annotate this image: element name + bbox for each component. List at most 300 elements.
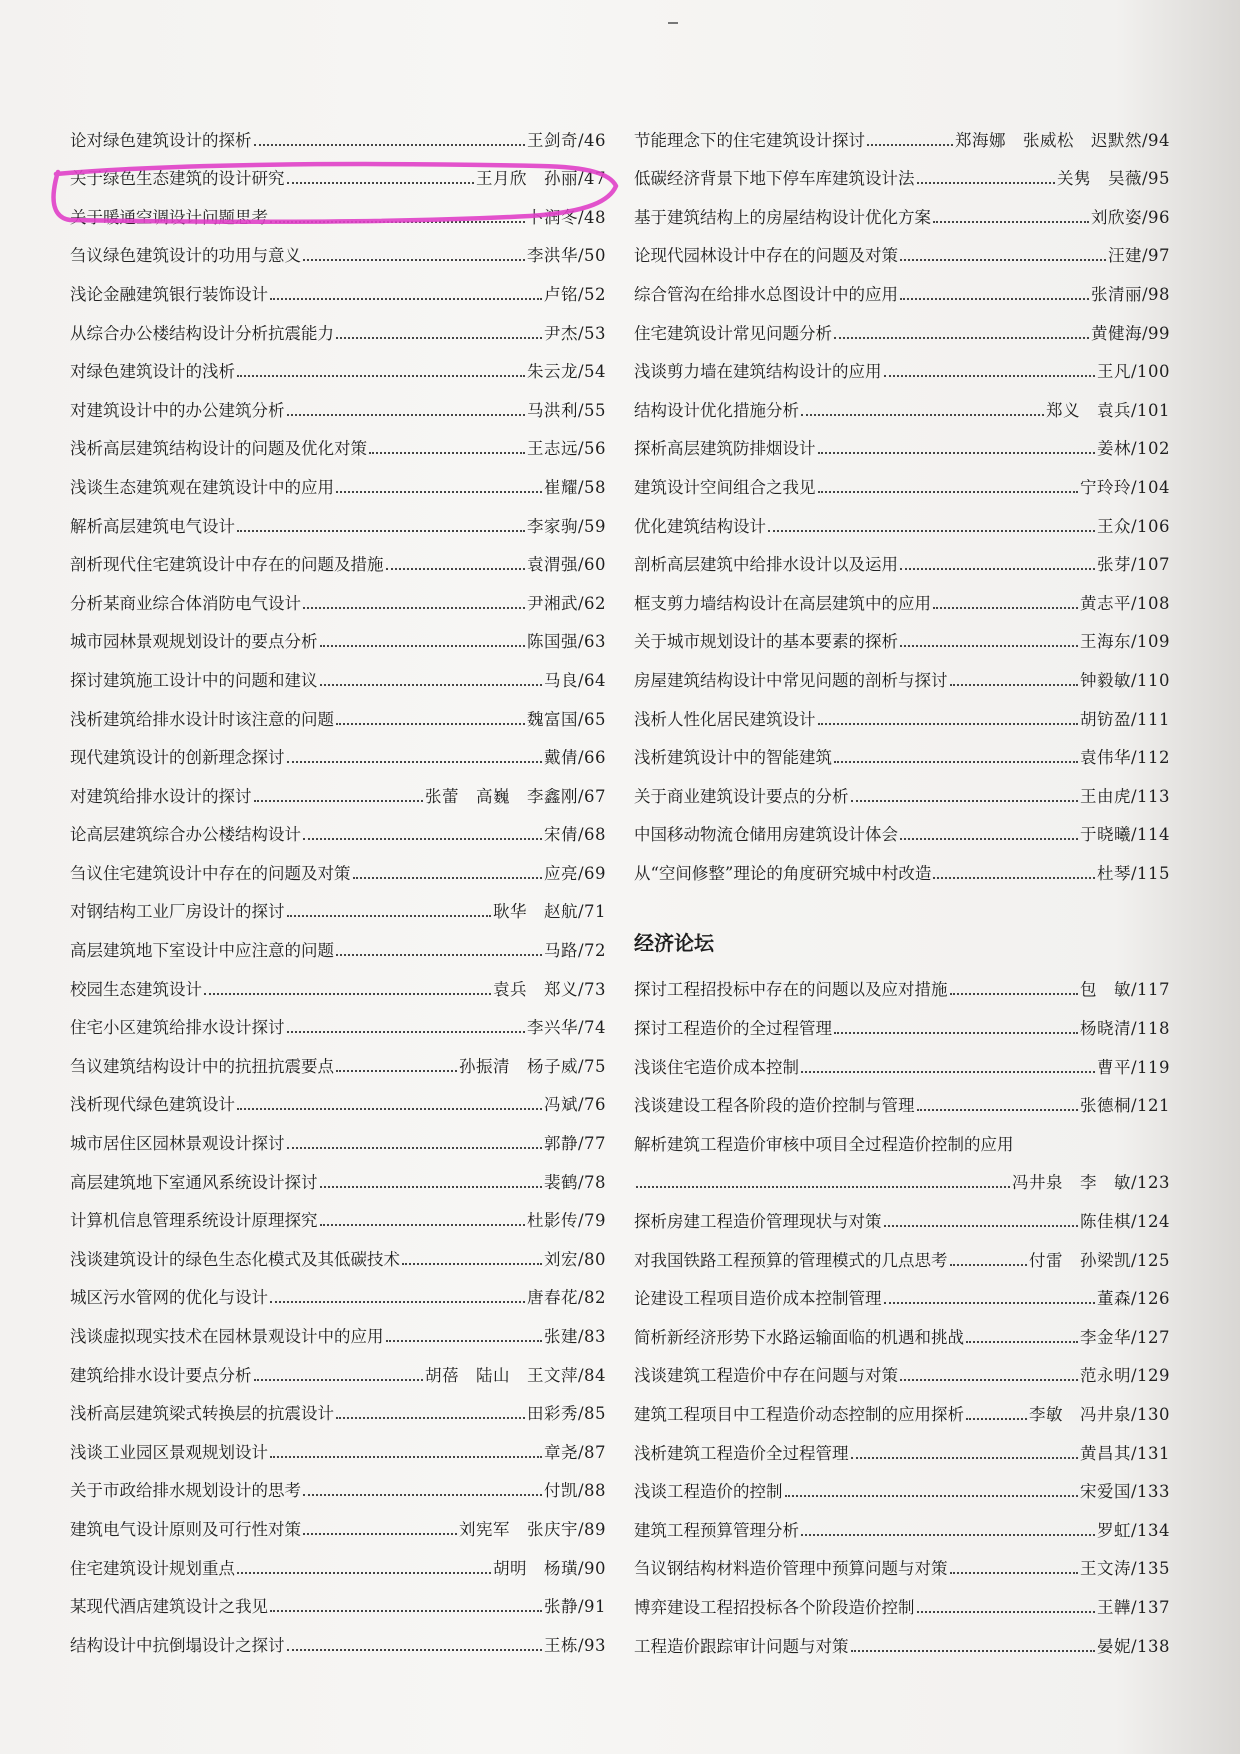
entry-title: 从“空间修整”理论的角度研究城中村改造 (634, 863, 932, 883)
dot-leader (270, 1609, 542, 1612)
entry-author-page: 黄昌其/131 (1079, 1443, 1170, 1463)
entry-title: 浅析建筑设计中的智能建筑 (634, 748, 832, 768)
entry-author-page: 袁兵 郑义/73 (492, 979, 606, 999)
toc-entry (70, 1038, 606, 1077)
toc-left-column (70, 112, 606, 1656)
dot-leader (950, 1571, 1078, 1574)
toc-entry (634, 1541, 1170, 1580)
toc-entry (70, 691, 606, 730)
entry-title: 关于绿色生态建筑的设计研究 (70, 169, 285, 189)
dot-leader (303, 1532, 457, 1535)
scan-mark (668, 22, 678, 24)
entry-title: 浅谈生态建筑观在建筑设计中的应用 (70, 477, 334, 497)
entry-title: 剖析现代住宅建筑设计中存在的问题及措施 (70, 555, 384, 575)
dot-leader (933, 220, 1089, 223)
toc-entry (70, 421, 606, 460)
toc-entry (70, 537, 606, 576)
entry-title: 对我国铁路工程预算的管理模式的几点思考 (634, 1250, 948, 1270)
toc-entry (634, 962, 1170, 1001)
entry-author-page: 唐春花/82 (526, 1288, 606, 1308)
dot-leader (254, 799, 423, 802)
entry-author-page: 王月欣 孙丽/47 (475, 169, 606, 189)
entry-title: 分析某商业综合体消防电气设计 (70, 593, 301, 613)
entry-title: 建筑设计空间组合之我见 (634, 477, 816, 497)
toc-entry (634, 382, 1170, 421)
toc-entry (70, 730, 606, 769)
entry-title: 浅谈住宅造价成本控制 (634, 1057, 799, 1077)
entry-title: 刍议住宅建筑设计中存在的问题及对策 (70, 863, 351, 883)
entry-author-page: 郑义 袁兵/101 (1045, 400, 1170, 420)
entry-title: 浅谈建设工程各阶段的造价控制与管理 (634, 1096, 915, 1116)
entry-title: 解析高层建筑电气设计 (70, 516, 235, 536)
dot-leader (801, 1533, 1095, 1536)
toc-right-column (634, 112, 1170, 1657)
entry-author-page: 董森/126 (1096, 1289, 1170, 1309)
toc-entry (70, 575, 606, 614)
dot-leader (204, 992, 491, 995)
toc-entry (70, 189, 606, 228)
toc-entry (70, 884, 606, 923)
entry-author-page: 姜林/102 (1096, 439, 1170, 459)
dot-leader (270, 1300, 525, 1303)
entry-author-page: 张德桐/121 (1079, 1096, 1170, 1116)
toc-entry (70, 1193, 606, 1232)
toc-entry (70, 961, 606, 1000)
entry-title: 建筑工程预算管理分析 (634, 1520, 799, 1540)
entry-title: 高层建筑地下室设计中应注意的问题 (70, 941, 334, 961)
entry-author-page: 郑海娜 张威松 迟默然/94 (954, 130, 1170, 150)
entry-author-page: 汪建/97 (1107, 246, 1170, 266)
entry-author-page: 王众/106 (1096, 516, 1170, 536)
toc-entry (70, 1231, 606, 1270)
entry-author-page: 李洪华/50 (526, 246, 606, 266)
entry-title: 论高层建筑综合办公楼结构设计 (70, 825, 301, 845)
entry-author-page: 冯斌/76 (543, 1095, 606, 1115)
entry-title: 论建设工程项目造价成本控制管理 (634, 1289, 882, 1309)
entry-title: 城市园林景观规划设计的要点分析 (70, 632, 318, 652)
entry-author-page: 于晓曦/114 (1079, 825, 1170, 845)
entry-author-page: 宋倩/68 (543, 825, 606, 845)
dot-leader (254, 1378, 423, 1381)
toc-entry (70, 112, 606, 151)
toc-entry (70, 1424, 606, 1463)
dot-leader (386, 567, 525, 570)
toc-entry (70, 228, 606, 267)
entry-author-page: 袁渭强/60 (526, 555, 606, 575)
dot-leader (369, 451, 525, 454)
toc-entry (634, 1309, 1170, 1348)
dot-leader (917, 1610, 1095, 1613)
toc-entry (70, 1077, 606, 1116)
dot-leader (851, 799, 1078, 802)
entry-title: 住宅建筑设计规划重点 (70, 1558, 235, 1578)
entry-author-page: 戴倩/66 (543, 748, 606, 768)
toc-entry (634, 266, 1170, 305)
dot-leader (336, 1069, 457, 1072)
dot-leader (1016, 1149, 1169, 1150)
dot-leader (287, 1146, 542, 1149)
entry-title: 基于建筑结构上的房屋结构设计优化方案 (634, 207, 931, 227)
dot-leader (966, 1417, 1027, 1420)
toc-entry (70, 151, 606, 190)
entry-author-page: 马路/72 (543, 941, 606, 961)
dot-leader (834, 1031, 1078, 1034)
dot-leader (900, 567, 1095, 570)
entry-author-page: 李敏 冯井泉/130 (1028, 1405, 1170, 1424)
dot-leader (966, 1340, 1078, 1343)
dot-leader (287, 1648, 542, 1651)
toc-entry (634, 652, 1170, 691)
entry-title: 刍议建筑结构设计中的抗扭抗震要点 (70, 1056, 334, 1076)
toc-entry (634, 807, 1170, 846)
entry-author-page: 王韡/137 (1096, 1597, 1170, 1617)
entry-title: 从综合办公楼结构设计分析抗震能力 (70, 323, 334, 343)
dot-leader (270, 297, 542, 300)
toc-entry (634, 575, 1170, 614)
toc-entry (634, 498, 1170, 537)
entry-title: 论对绿色建筑设计的探析 (70, 130, 252, 150)
toc-entry (634, 151, 1170, 190)
dot-leader (917, 1108, 1078, 1111)
entry-title: 高层建筑地下室通风系统设计探讨 (70, 1172, 318, 1192)
toc-right-top-list (634, 112, 1170, 884)
entry-author-page: 李金华/127 (1079, 1327, 1170, 1347)
toc-entry (70, 1000, 606, 1039)
entry-author-page: 崔耀/58 (543, 477, 606, 497)
toc-entry (70, 1617, 606, 1656)
toc-entry (634, 1000, 1170, 1039)
toc-entry (70, 498, 606, 537)
entry-title: 浅析现代绿色建筑设计 (70, 1095, 235, 1115)
dot-leader (950, 1263, 1027, 1266)
toc-entry (70, 1501, 606, 1540)
entry-title: 论现代园林设计中存在的问题及对策 (634, 246, 898, 266)
dot-leader (336, 336, 542, 339)
entry-author-page: 曹平/119 (1096, 1057, 1170, 1077)
entry-title: 探讨工程造价的全过程管理 (634, 1019, 832, 1039)
toc-entry (634, 1502, 1170, 1541)
dot-leader (287, 760, 542, 763)
entry-author-page: 杨晓清/118 (1079, 1019, 1170, 1039)
dot-leader (320, 1185, 542, 1188)
entry-title: 住宅建筑设计常见问题分析 (634, 323, 832, 343)
toc-entry (634, 537, 1170, 576)
entry-author-page: 张芽/107 (1096, 555, 1170, 575)
toc-entry (634, 421, 1170, 460)
entry-title: 浅析建筑给排水设计时该注意的问题 (70, 709, 334, 729)
dot-leader (636, 1185, 1010, 1188)
toc-entry (634, 1039, 1170, 1078)
entry-author-page: 胡钫盈/111 (1079, 709, 1170, 729)
toc-entry (634, 189, 1170, 228)
toc-entry (634, 1232, 1170, 1271)
entry-title: 探析房建工程造价管理现状与对策 (634, 1212, 882, 1232)
entry-title: 浅析建筑工程造价全过程管理 (634, 1443, 849, 1463)
entry-author-page: 郭静/77 (543, 1134, 606, 1154)
toc-entry (70, 1308, 606, 1347)
entry-title: 浅谈工业园区景观规划设计 (70, 1442, 268, 1462)
entry-author-page: 王剑奇/46 (526, 130, 606, 150)
entry-author-page: 罗虹/134 (1096, 1520, 1170, 1540)
entry-author-page: 黄志平/108 (1079, 593, 1170, 613)
toc-entry (70, 614, 606, 653)
dot-leader (818, 722, 1078, 725)
dot-leader (237, 529, 525, 532)
entry-title: 建筑给排水设计要点分析 (70, 1365, 252, 1385)
entry-title: 框支剪力墙结构设计在高层建筑中的应用 (634, 593, 931, 613)
entry-title: 建筑工程项目中工程造价动态控制的应用探析 (634, 1405, 964, 1424)
entry-title: 对绿色建筑设计的浅析 (70, 362, 235, 382)
dot-leader (402, 1262, 542, 1265)
dot-leader (884, 374, 1095, 377)
entry-title: 住宅小区建筑给排水设计探讨 (70, 1018, 285, 1038)
entry-author-page: 尹杰/53 (543, 323, 606, 343)
entry-author-page: 冯井泉 李 敏/123 (1011, 1173, 1170, 1193)
dot-leader (303, 837, 542, 840)
entry-author-page: 钟毅敏/110 (1079, 670, 1170, 690)
entry-author-page: 卜润冬/48 (526, 207, 606, 227)
dot-leader (900, 258, 1106, 261)
dot-leader (801, 1070, 1095, 1073)
toc-entry (634, 1116, 1170, 1155)
toc-entry (634, 112, 1170, 151)
entry-title: 浅谈建筑设计的绿色生态化模式及其低碳技术 (70, 1249, 400, 1269)
entry-author-page: 田彩秀/85 (526, 1404, 606, 1424)
dot-leader (270, 220, 525, 223)
entry-title: 现代建筑设计的创新理念探讨 (70, 748, 285, 768)
dot-leader (320, 1223, 525, 1226)
toc-entry (634, 1078, 1170, 1117)
toc-entry (70, 382, 606, 421)
entry-author-page: 晏妮/138 (1096, 1636, 1170, 1656)
entry-author-page: 裴鹤/78 (543, 1172, 606, 1192)
entry-author-page: 刘欣姿/96 (1090, 207, 1170, 227)
dot-leader (303, 606, 525, 609)
dot-leader (867, 143, 953, 146)
entry-title: 浅析高层建筑梁式转换层的抗震设计 (70, 1404, 334, 1424)
dot-leader (287, 181, 474, 184)
dot-leader (336, 490, 542, 493)
entry-author-page: 黄健海/99 (1090, 323, 1170, 343)
entry-author-page: 胡明 杨璜/90 (492, 1558, 606, 1578)
entry-author-page: 应亮/69 (543, 863, 606, 883)
toc-entry (70, 922, 606, 961)
dot-leader (270, 1455, 542, 1458)
toc-entry (70, 344, 606, 383)
entry-title: 中国移动物流仓储用房建筑设计体会 (634, 825, 898, 845)
dot-leader (785, 1494, 1078, 1497)
entry-author-page: 杜影传/79 (526, 1211, 606, 1231)
entry-title: 刍议钢结构材料造价管理中预算问题与对策 (634, 1559, 948, 1579)
entry-author-page: 王海东/109 (1079, 632, 1170, 652)
dot-leader (353, 876, 542, 879)
toc-entry (634, 1271, 1170, 1310)
dot-leader (237, 1107, 542, 1110)
toc-entry (634, 614, 1170, 653)
toc-entry (70, 652, 606, 691)
dot-leader (884, 1301, 1095, 1304)
toc-entry (634, 691, 1170, 730)
dot-leader (237, 1571, 491, 1574)
dot-leader (768, 529, 1095, 532)
entry-author-page: 朱云龙/54 (526, 362, 606, 382)
entry-title: 博弈建设工程招投标各个阶段造价控制 (634, 1597, 915, 1617)
toc-entry (70, 1540, 606, 1579)
toc-entry (70, 1270, 606, 1309)
entry-title: 探讨建筑施工设计中的问题和建议 (70, 670, 318, 690)
entry-title: 浅谈建筑工程造价中存在问题与对策 (634, 1366, 898, 1386)
entry-title: 关于城市规划设计的基本要素的探析 (634, 632, 898, 652)
entry-author-page: 马良/64 (543, 670, 606, 690)
entry-title: 结构设计中抗倒塌设计之探讨 (70, 1635, 285, 1655)
toc-entry (634, 845, 1170, 884)
entry-author-page: 章尧/87 (543, 1442, 606, 1462)
toc-entry (70, 1463, 606, 1502)
dot-leader (303, 1493, 542, 1496)
entry-title: 浅谈剪力墙在建筑结构设计的应用 (634, 362, 882, 382)
entry-title: 综合管沟在给排水总图设计中的应用 (634, 284, 898, 304)
entry-title: 浅析高层建筑结构设计的问题及优化对策 (70, 439, 367, 459)
entry-title: 建筑电气设计原则及可行性对策 (70, 1519, 301, 1539)
toc-entry (70, 1115, 606, 1154)
entry-author-page: 耿华 赵航/71 (492, 902, 606, 922)
dot-leader (336, 953, 542, 956)
entry-author-page: 张蕾 高巍 李鑫刚/67 (424, 786, 606, 806)
entry-title: 城市居住区园林景观设计探讨 (70, 1134, 285, 1154)
toc-entry (634, 768, 1170, 807)
toc-entry (634, 1618, 1170, 1657)
toc-entry (634, 305, 1170, 344)
toc-entry (634, 344, 1170, 383)
dot-leader (818, 451, 1095, 454)
toc-entry (634, 1386, 1170, 1425)
entry-author-page: 付凯/88 (543, 1481, 606, 1501)
entry-author-page: 王志远/56 (526, 439, 606, 459)
dot-leader (801, 413, 1044, 416)
section-heading: 经济论坛 (634, 930, 714, 955)
entry-author-page: 张清丽/98 (1090, 284, 1170, 304)
entry-title: 探析高层建筑防排烟设计 (634, 439, 816, 459)
entry-author-page: 杜琴/115 (1096, 863, 1170, 883)
entry-author-page: 王文涛/135 (1079, 1559, 1170, 1579)
dot-leader (254, 143, 525, 146)
entry-author-page: 范永明/129 (1079, 1366, 1170, 1386)
toc-entry (70, 266, 606, 305)
entry-author-page: 尹湘武/62 (526, 593, 606, 613)
dot-leader (336, 722, 525, 725)
dot-leader (287, 1030, 525, 1033)
toc-entry (70, 305, 606, 344)
entry-author-page: 付雷 孙梁凯/125 (1028, 1250, 1170, 1270)
dot-leader (834, 336, 1089, 339)
entry-title: 刍议绿色建筑设计的功用与意义 (70, 246, 301, 266)
entry-title: 对建筑给排水设计的探讨 (70, 786, 252, 806)
dot-leader (320, 683, 542, 686)
entry-author-page: 马洪利/55 (526, 400, 606, 420)
entry-author-page: 胡蓓 陆山 王文萍/84 (424, 1365, 606, 1385)
entry-title: 关于商业建筑设计要点的分析 (634, 786, 849, 806)
entry-author-page: 袁伟华/112 (1079, 748, 1170, 768)
toc-entry (634, 1155, 1170, 1194)
dot-leader (336, 1416, 525, 1419)
entry-title: 对钢结构工业厂房设计的探讨 (70, 902, 285, 922)
entry-title: 关于暖通空调设计问题思考 (70, 207, 268, 227)
entry-author-page: 李家驹/59 (526, 516, 606, 536)
toc-entry (70, 845, 606, 884)
dot-leader (884, 1224, 1078, 1227)
entry-title: 简析新经济形势下水路运输面临的机遇和挑战 (634, 1327, 964, 1347)
dot-leader (950, 992, 1078, 995)
entry-author-page: 孙振清 杨子威/75 (458, 1056, 606, 1076)
entry-author-page: 王由虎/113 (1079, 786, 1170, 806)
entry-title: 浅谈工程造价的控制 (634, 1482, 783, 1502)
entry-author-page: 刘宪军 张庆宇/89 (458, 1519, 606, 1539)
toc-entry (70, 768, 606, 807)
entry-title: 探讨工程招投标中存在的问题以及应对措施 (634, 980, 948, 1000)
dot-leader (900, 1378, 1078, 1381)
entry-author-page: 宋爱国/133 (1079, 1482, 1170, 1502)
entry-title: 计算机信息管理系统设计原理探究 (70, 1211, 318, 1231)
dot-leader (237, 374, 525, 377)
dot-leader (287, 914, 491, 917)
dot-leader (303, 258, 525, 261)
toc-entry (70, 459, 606, 498)
toc-entry (70, 1347, 606, 1386)
dot-leader (834, 760, 1078, 763)
entry-title: 结构设计优化措施分析 (634, 400, 799, 420)
dot-leader (933, 606, 1078, 609)
entry-author-page: 陈国强/63 (526, 632, 606, 652)
entry-title: 优化建筑结构设计 (634, 516, 766, 536)
dot-leader (950, 683, 1078, 686)
entry-title: 房屋建筑结构设计中常见问题的剖析与探讨 (634, 670, 948, 690)
dot-leader (933, 876, 1095, 879)
entry-title: 浅谈虚拟现实技术在园林景观设计中的应用 (70, 1327, 384, 1346)
entry-title: 剖析高层建筑中给排水设计以及运用 (634, 555, 898, 575)
entry-title: 浅析人性化居民建筑设计 (634, 709, 816, 729)
entry-author-page: 陈佳棋/124 (1079, 1212, 1170, 1232)
entry-title: 关于市政给排水规划设计的思考 (70, 1481, 301, 1501)
entry-title: 工程造价跟踪审计问题与对策 (634, 1636, 849, 1656)
entry-title: 校园生态建筑设计 (70, 979, 202, 999)
toc-right-bottom-list (634, 962, 1170, 1657)
toc-entry (634, 228, 1170, 267)
entry-author-page: 王栋/93 (543, 1635, 606, 1655)
entry-author-page: 刘宏/80 (543, 1249, 606, 1269)
entry-author-page: 卢铭/52 (543, 284, 606, 304)
toc-entry (634, 1348, 1170, 1387)
entry-author-page: 宁玲玲/104 (1079, 477, 1170, 497)
entry-title: 城区污水管网的优化与设计 (70, 1288, 268, 1308)
toc-entry (634, 1464, 1170, 1503)
entry-title: 解析建筑工程造价审核中项目全过程造价控制的应用 (634, 1134, 1014, 1154)
toc-entry (70, 1386, 606, 1425)
dot-leader (818, 490, 1078, 493)
toc-entry (70, 1154, 606, 1193)
toc-entry (634, 459, 1170, 498)
entry-author-page: 王凡/100 (1096, 362, 1170, 382)
entry-title: 节能理念下的住宅建筑设计探讨 (634, 130, 865, 150)
toc-entry (70, 1579, 606, 1618)
dot-leader (320, 644, 525, 647)
entry-author-page: 张建/83 (543, 1327, 606, 1346)
toc-entry (634, 1193, 1170, 1232)
entry-author-page: 张静/91 (543, 1597, 606, 1617)
entry-author-page: 关隽 吴薇/95 (1056, 169, 1170, 189)
toc-entry (634, 1425, 1170, 1464)
entry-title: 对建筑设计中的办公建筑分析 (70, 400, 285, 420)
toc-entry (70, 807, 606, 846)
